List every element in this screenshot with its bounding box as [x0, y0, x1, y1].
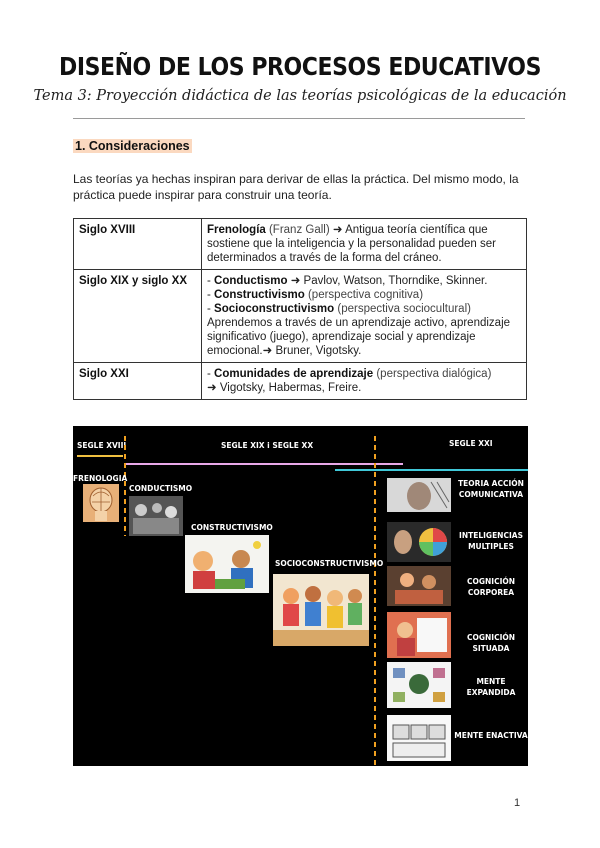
- table-row: [74, 219, 527, 270]
- enactive-mind-image: [387, 715, 451, 761]
- theory-line: ➜ Vigotsky, Habermas, Freire.: [207, 382, 362, 394]
- era-cell: Siglo XIX y siglo XX: [74, 270, 202, 363]
- theory-line: [207, 288, 522, 302]
- theory-description: ➜ Pavlov, Watson, Thorndike, Skinner.: [287, 275, 488, 287]
- extended-mind-image: [387, 662, 451, 708]
- theory-note: (perspectiva dialógica): [373, 368, 492, 380]
- history-table: [73, 218, 527, 400]
- theory-label: TEORIA ACCIÓN COMUNICATIVA: [458, 479, 524, 499]
- behaviorism-image: [129, 496, 183, 536]
- theory-line: [207, 367, 522, 381]
- communicative-action-image: [387, 478, 451, 512]
- table-row: [74, 270, 527, 363]
- theory-label: MENTE EXPANDIDA: [466, 677, 516, 697]
- theory-line: Aprendemos a través de un aprendizaje activo, aprendizaje significativo (juego), aprendizaje social y aprendizaje emocional.➜ Bruner, Vigotsky.: [207, 317, 511, 357]
- stage-label-constructivismo: CONSTRUCTIVISMO: [191, 523, 273, 532]
- document-subtitle: Tema 3: Proyección didáctica de las teorías psicológicas de la educación: [33, 88, 567, 104]
- intro-paragraph: Las teorías ya hechas inspiran para derivar de ellas la práctica. Del mismo modo, la práctica puede inspirar para construir una teoría.: [73, 172, 519, 202]
- theory-note: (perspectiva sociocultural): [334, 303, 471, 315]
- table-row: [74, 363, 527, 400]
- description-cell: [202, 219, 527, 270]
- era-label-xxi: SEGLE XXI: [449, 439, 493, 448]
- era-label-xviii: SEGLE XVIII: [77, 441, 127, 450]
- description-cell: [202, 363, 527, 400]
- title-divider: [73, 118, 525, 119]
- stage-label-conductismo: CONDUCTISMO: [129, 484, 193, 493]
- embodied-cognition-image: [387, 566, 451, 606]
- theory-label: COGNICIÓN CORPOREA: [466, 577, 516, 597]
- bullet-prefix: -: [207, 368, 215, 380]
- theory-label: COGNICIÓN SITUADA: [466, 633, 516, 653]
- theory-line: [207, 302, 522, 316]
- era-label-xix-xx: SEGLE XIX i SEGLE XX: [221, 441, 314, 450]
- theory-line: [207, 274, 522, 288]
- document-title: DISEÑO DE LOS PROCESOS EDUCATIVOS: [59, 52, 541, 81]
- socioconstructivism-image: [273, 574, 369, 646]
- situated-cognition-image: [387, 612, 451, 658]
- constructivism-image: [185, 535, 269, 593]
- stage-label-frenologia: FRENOLOGIA: [73, 474, 128, 483]
- theory-note: (Franz Gall): [265, 224, 333, 236]
- section-heading: 1. Consideraciones: [75, 139, 190, 153]
- stage-label-socioconstructivismo: SOCIOCONSTRUCTIVISMO: [275, 559, 384, 568]
- bullet-prefix: -: [207, 289, 215, 301]
- bullet-prefix: -: [207, 303, 215, 315]
- phrenology-head-image: [83, 484, 119, 522]
- theory-label: INTELIGENCIAS MULTIPLES: [459, 531, 523, 551]
- bullet-prefix: -: [207, 275, 215, 287]
- multiple-intelligences-image: [387, 522, 451, 562]
- theory-label: MENTE ENACTIVA: [454, 731, 528, 740]
- page-number: 1: [514, 797, 521, 809]
- era-cell: Siglo XXI: [74, 363, 202, 400]
- theory-note: (perspectiva cognitiva): [304, 289, 424, 301]
- theory-term: Constructivismo: [214, 289, 305, 301]
- description-cell: [202, 270, 527, 363]
- theory-term: Conductismo: [214, 275, 288, 287]
- theory-term: Socioconstructivismo: [214, 303, 335, 315]
- timeline-infographic: [73, 426, 528, 766]
- theory-term: Comunidades de aprendizaje: [214, 368, 374, 380]
- theory-description: ➜ Antigua teoría científica que sostiene que la inteligencia y la personalidad pueden ser determinados a través de la forma del cráneo.: [207, 224, 496, 264]
- theory-term: Frenología: [207, 224, 266, 236]
- era-cell: Siglo XVIII: [74, 219, 202, 270]
